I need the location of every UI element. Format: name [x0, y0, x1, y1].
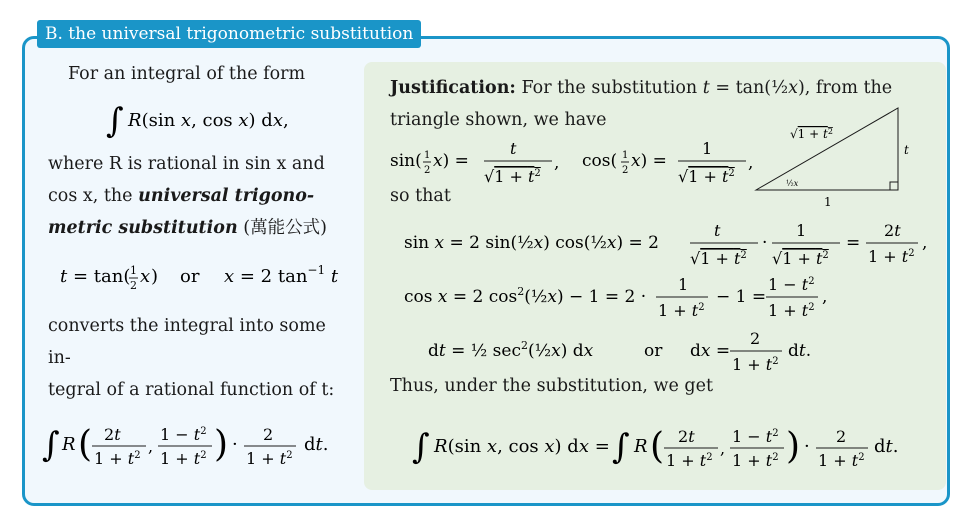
svg-text:2t: 2t	[884, 221, 901, 240]
svg-text:dx =: dx =	[690, 341, 731, 361]
svg-text:x: x	[140, 266, 151, 287]
svg-text:R: R	[62, 434, 76, 455]
svg-text:1: 1	[622, 150, 629, 161]
sinx-equation	[404, 214, 958, 270]
substitution-equation	[48, 244, 348, 304]
svg-text:x = 2 tan−1 t: x = 2 $\tan^{-1} t$	[224, 263, 339, 287]
term-line-2: metric substitution	[48, 218, 238, 238]
svg-text:∫: ∫	[412, 427, 430, 467]
svg-text:1 + t2: $1 + t^2$	[160, 449, 207, 468]
svg-text:1 + t2: $1 + t^2$	[732, 451, 779, 470]
svg-text:2: 2	[622, 165, 629, 176]
svg-text:or: or	[644, 341, 663, 361]
svg-text:sin x = 2 sin(½x) cos(½x) = 2: sin x = 2 sin(½x) cos(½x) = 2	[404, 233, 659, 253]
svg-text:√1 + t2: $√1 + t^2$	[484, 167, 541, 186]
left-column	[42, 58, 348, 478]
svg-text:1: 1	[130, 264, 137, 277]
svg-text:R: R	[634, 436, 648, 457]
triangle-angle-label: ½x	[786, 179, 799, 188]
svg-text:·: ·	[762, 233, 768, 253]
where-line-3	[48, 212, 348, 244]
svg-text:): )	[786, 426, 801, 467]
svg-text:∫: ∫	[42, 425, 60, 465]
svg-text:cos(: cos(	[582, 151, 618, 171]
svg-text:t = tan(: t = tan(	[60, 266, 131, 287]
justification-panel	[364, 62, 946, 490]
svg-text:x) =: x) =	[433, 151, 469, 171]
svg-text:,: ,	[554, 153, 560, 173]
svg-text:1 − t2: $1 - t^2$	[160, 425, 207, 444]
svg-text:1: 1	[702, 139, 713, 158]
final-equation	[412, 412, 958, 482]
svg-text:1 + t2: $1 + t^2$	[94, 449, 141, 468]
svg-text:1 + t2: $1 + t^2$	[818, 451, 865, 470]
svg-text:√1 + t2: $√1 + t^2$	[678, 167, 735, 186]
svg-text:2: 2	[130, 279, 137, 292]
svg-text:1 + t2: $1 + t^2$	[666, 451, 713, 470]
svg-text:·: ·	[804, 436, 810, 457]
where-line-2: cos x, the universal trigono-	[48, 186, 315, 206]
svg-text:√1 + t2: $√1 + t^2$	[690, 249, 747, 268]
svg-text:1 + t2: $1 + t^2$	[246, 449, 293, 468]
svg-text:1: 1	[796, 221, 807, 240]
svg-text:1 + t2: $1 + t^2$	[732, 355, 779, 374]
svg-text:2: 2	[750, 329, 761, 348]
svg-text:1 + t2: $1 + t^2$	[868, 247, 915, 266]
svg-text:): )	[151, 266, 159, 287]
svg-text:=: =	[846, 233, 861, 253]
svg-text:(: (	[650, 426, 665, 467]
justification-text-2: triangle shown, we have	[390, 110, 607, 130]
svg-text:dt.: dt.	[788, 341, 812, 361]
converts-line-2: tegral of a rational function of t:	[48, 380, 335, 400]
svg-text:1 + t2: $1 + t^2$	[768, 301, 815, 320]
svg-text:dt = ½ sec2(½x) dx: dt = ½ $\sec^2(\frac{1}{2}x)$ dx	[428, 339, 594, 361]
triangle-adjacent-label: 1	[824, 195, 832, 209]
so-that-text: so that	[390, 186, 451, 206]
svg-text:2: 2	[424, 165, 431, 176]
svg-text:R(sin x, cos x) dx,: R(sin x, cos x) dx,	[128, 110, 289, 131]
triangle-hypotenuse-label: $√1 + t^2$	[790, 127, 833, 141]
svg-text:(: (	[78, 424, 93, 465]
svg-text:√1 + t2: $√1 + t^2$	[772, 249, 829, 268]
justification-text: For the substitution t = tan(½x), from the	[521, 78, 893, 98]
section-title: B. the universal trigonometric substitution	[37, 20, 421, 48]
svg-text:2t: 2t	[104, 425, 121, 444]
svg-text:2: 2	[263, 425, 274, 444]
svg-text:,: ,	[822, 287, 828, 307]
right-triangle-diagram	[748, 102, 928, 212]
term-line-1: universal trigono-	[138, 186, 315, 206]
svg-text:1: 1	[678, 275, 689, 294]
svg-text:dt.: dt.	[304, 434, 329, 455]
svg-text:1: 1	[424, 150, 431, 161]
cosx-equation	[404, 268, 958, 324]
svg-text:∫: ∫	[612, 427, 630, 467]
svg-text:1 − t2: $1 - t^2$	[768, 275, 815, 294]
svg-text:t: t	[714, 221, 721, 240]
svg-text:2t: 2t	[678, 427, 695, 446]
svg-text:): )	[214, 424, 229, 465]
svg-text:1 + t2: $1 + t^2$	[658, 301, 705, 320]
svg-text:·: ·	[232, 434, 238, 455]
svg-text:R(sin x, cos x) dx =: R(sin x, cos x) dx =	[434, 436, 610, 457]
svg-text:− 1 =: − 1 =	[716, 287, 767, 307]
svg-text:,: ,	[720, 439, 726, 458]
svg-text:or: or	[180, 266, 200, 287]
triangle-opposite-label: t	[904, 143, 909, 157]
svg-text:x) =: x) =	[631, 151, 667, 171]
svg-text:1 − t2: $1 - t^2$	[732, 427, 779, 446]
svg-text:2: 2	[836, 427, 847, 446]
svg-text:∫: ∫	[106, 101, 124, 141]
svg-text:,: ,	[148, 437, 154, 456]
thus-text: Thus, under the substitution, we get	[390, 376, 713, 396]
svg-text:,: ,	[748, 153, 754, 173]
converts-line-1: converts the integral into some in-	[48, 316, 326, 368]
integral-form-equation	[48, 90, 348, 148]
svg-text:sin(: sin(	[390, 151, 422, 171]
intro-text: For an integral of the form	[68, 64, 306, 84]
justification-label: Justification:	[390, 78, 516, 98]
chinese-label: (萬能公式)	[243, 218, 327, 238]
svg-text:,: ,	[922, 233, 928, 253]
svg-text:t: t	[510, 139, 517, 158]
result-equation	[42, 406, 352, 478]
dt-equation	[428, 322, 958, 378]
svg-text:dt.: dt.	[874, 436, 899, 457]
where-line-1: where R is rational in sin x and	[48, 154, 325, 174]
svg-text:cos x = 2 cos2(½x) − 1 = 2 ·: cos x = 2 $\cos^2(\frac{1}{2}x) - 1 = 2$ ·	[404, 285, 647, 307]
